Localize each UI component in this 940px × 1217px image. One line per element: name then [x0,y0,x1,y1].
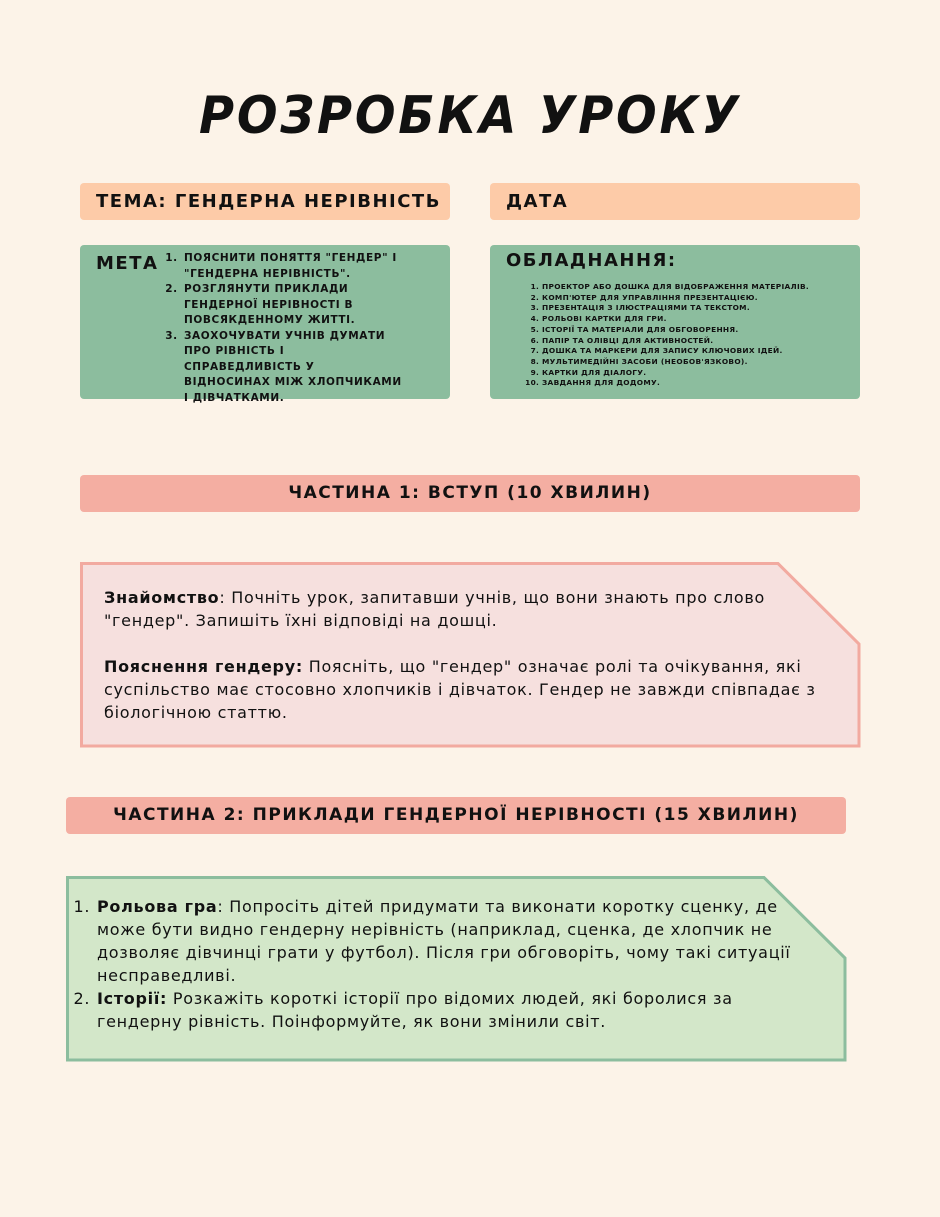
part2-heading: ЧАСТИНА 2: ПРИКЛАДИ ГЕНДЕРНОЇ НЕРІВНОСТІ (15 ХВИЛИН) [66,797,846,834]
activity-text: Розкажіть короткі історії про відомих людей, які боролися за гендерну рівність. Поінформуйте, як вони змінили світ. [97,989,733,1031]
equipment-item: 1. ПРОЕКТОР АБО ДОШКА ДЛЯ ВІДОБРАЖЕННЯ МАТЕРІАЛІВ. [542,282,809,293]
intro-text: : Почніть урок, запитавши учнів, що вони знають про слово "гендер". Запишіть їхні відповіді на дошці. [104,588,766,630]
gender-explanation-text: Поясніть, що "гендер" означає ролі та очікування, які суспільство має стосовно хлопчиків і дівчаток. Гендер не завжди співпадає з біологічною статтю. [104,657,816,722]
intro-paragraph [104,586,824,632]
intro-title: Знайомство [104,588,220,607]
part1-heading: ЧАСТИНА 1: ВСТУП (10 ХВИЛИН) [80,475,860,512]
goal-box [80,245,450,404]
topic-banner: ТЕМА: ГЕНДЕРНА НЕРІВНІСТЬ [80,183,450,220]
date-banner: ДАТА [490,183,860,220]
activity-text: : Попросіть дітей придумати та виконати коротку сценку, де може бути видно гендерну нерівність (наприклад, сценка, де хлопчик не дозволяє дівчинці грати у футбол). Після гри обговоріть, чому такі ситуації несправедливі. [97,897,791,985]
equipment-item: 7. ДОШКА ТА МАРКЕРИ ДЛЯ ЗАПИСУ КЛЮЧОВИХ ІДЕЙ. [542,346,809,357]
equipment-item: 8. МУЛЬТИМЕДІЙНІ ЗАСОБИ (НЕОБОВ'ЯЗКОВО). [542,357,809,368]
equipment-item: 5. ІСТОРІЇ ТА МАТЕРІАЛИ ДЛЯ ОБГОВОРЕННЯ. [542,325,809,336]
equipment-item: 6. ПАПІР ТА ОЛІВЦІ ДЛЯ АКТИВНОСТЕЙ. [542,336,809,347]
gender-explanation-title: Пояснення гендеру: [104,657,303,676]
page-title: РОЗРОБКА УРОКУ [199,86,741,146]
equipment-box [490,245,860,399]
gender-explanation-paragraph [104,655,824,724]
equipment-heading: ОБЛАДНАННЯ: [506,250,677,271]
part2-content [68,895,798,1033]
activity-title: Рольова гра [97,897,218,916]
goal-item: 2. РОЗГЛЯНУТИ ПРИКЛАДИ ГЕНДЕРНОЇ НЕРІВНОСТІ В ПОВСЯКДЕННОМУ ЖИТТІ. [182,282,404,329]
goal-item: 1. ПОЯСНИТИ ПОНЯТТЯ "ГЕНДЕР" І "ГЕНДЕРНА НЕРІВНІСТЬ". [182,251,404,282]
activity-item [96,895,798,987]
equipment-item: 2. КОМП'ЮТЕР ДЛЯ УПРАВЛІННЯ ПРЕЗЕНТАЦІЄЮ. [542,293,809,304]
equipment-item: 10. ЗАВДАННЯ ДЛЯ ДОДОМУ. [542,378,809,389]
equipment-item: 4. РОЛЬОВІ КАРТКИ ДЛЯ ГРИ. [542,314,809,325]
activity-item [96,987,798,1033]
equipment-list [526,282,809,389]
part1-content [104,586,824,724]
equipment-item: 9. КАРТКИ ДЛЯ ДІАЛОГУ. [542,368,809,379]
equipment-item: 3. ПРЕЗЕНТАЦІЯ З ІЛЮСТРАЦІЯМИ ТА ТЕКСТОМ. [542,303,809,314]
goal-item: 3. ЗАОХОЧУВАТИ УЧНІВ ДУМАТИ ПРО РІВНІСТЬ І СПРАВЕДЛИВІСТЬ У ВІДНОСИНАХ МІЖ ХЛОПЧИКАМИ І ДІВЧАТКАМИ. [182,329,404,407]
goal-list [168,251,404,406]
activity-list [68,895,798,1033]
goal-heading: МЕТА [96,253,159,274]
activity-title: Історії: [97,989,168,1008]
